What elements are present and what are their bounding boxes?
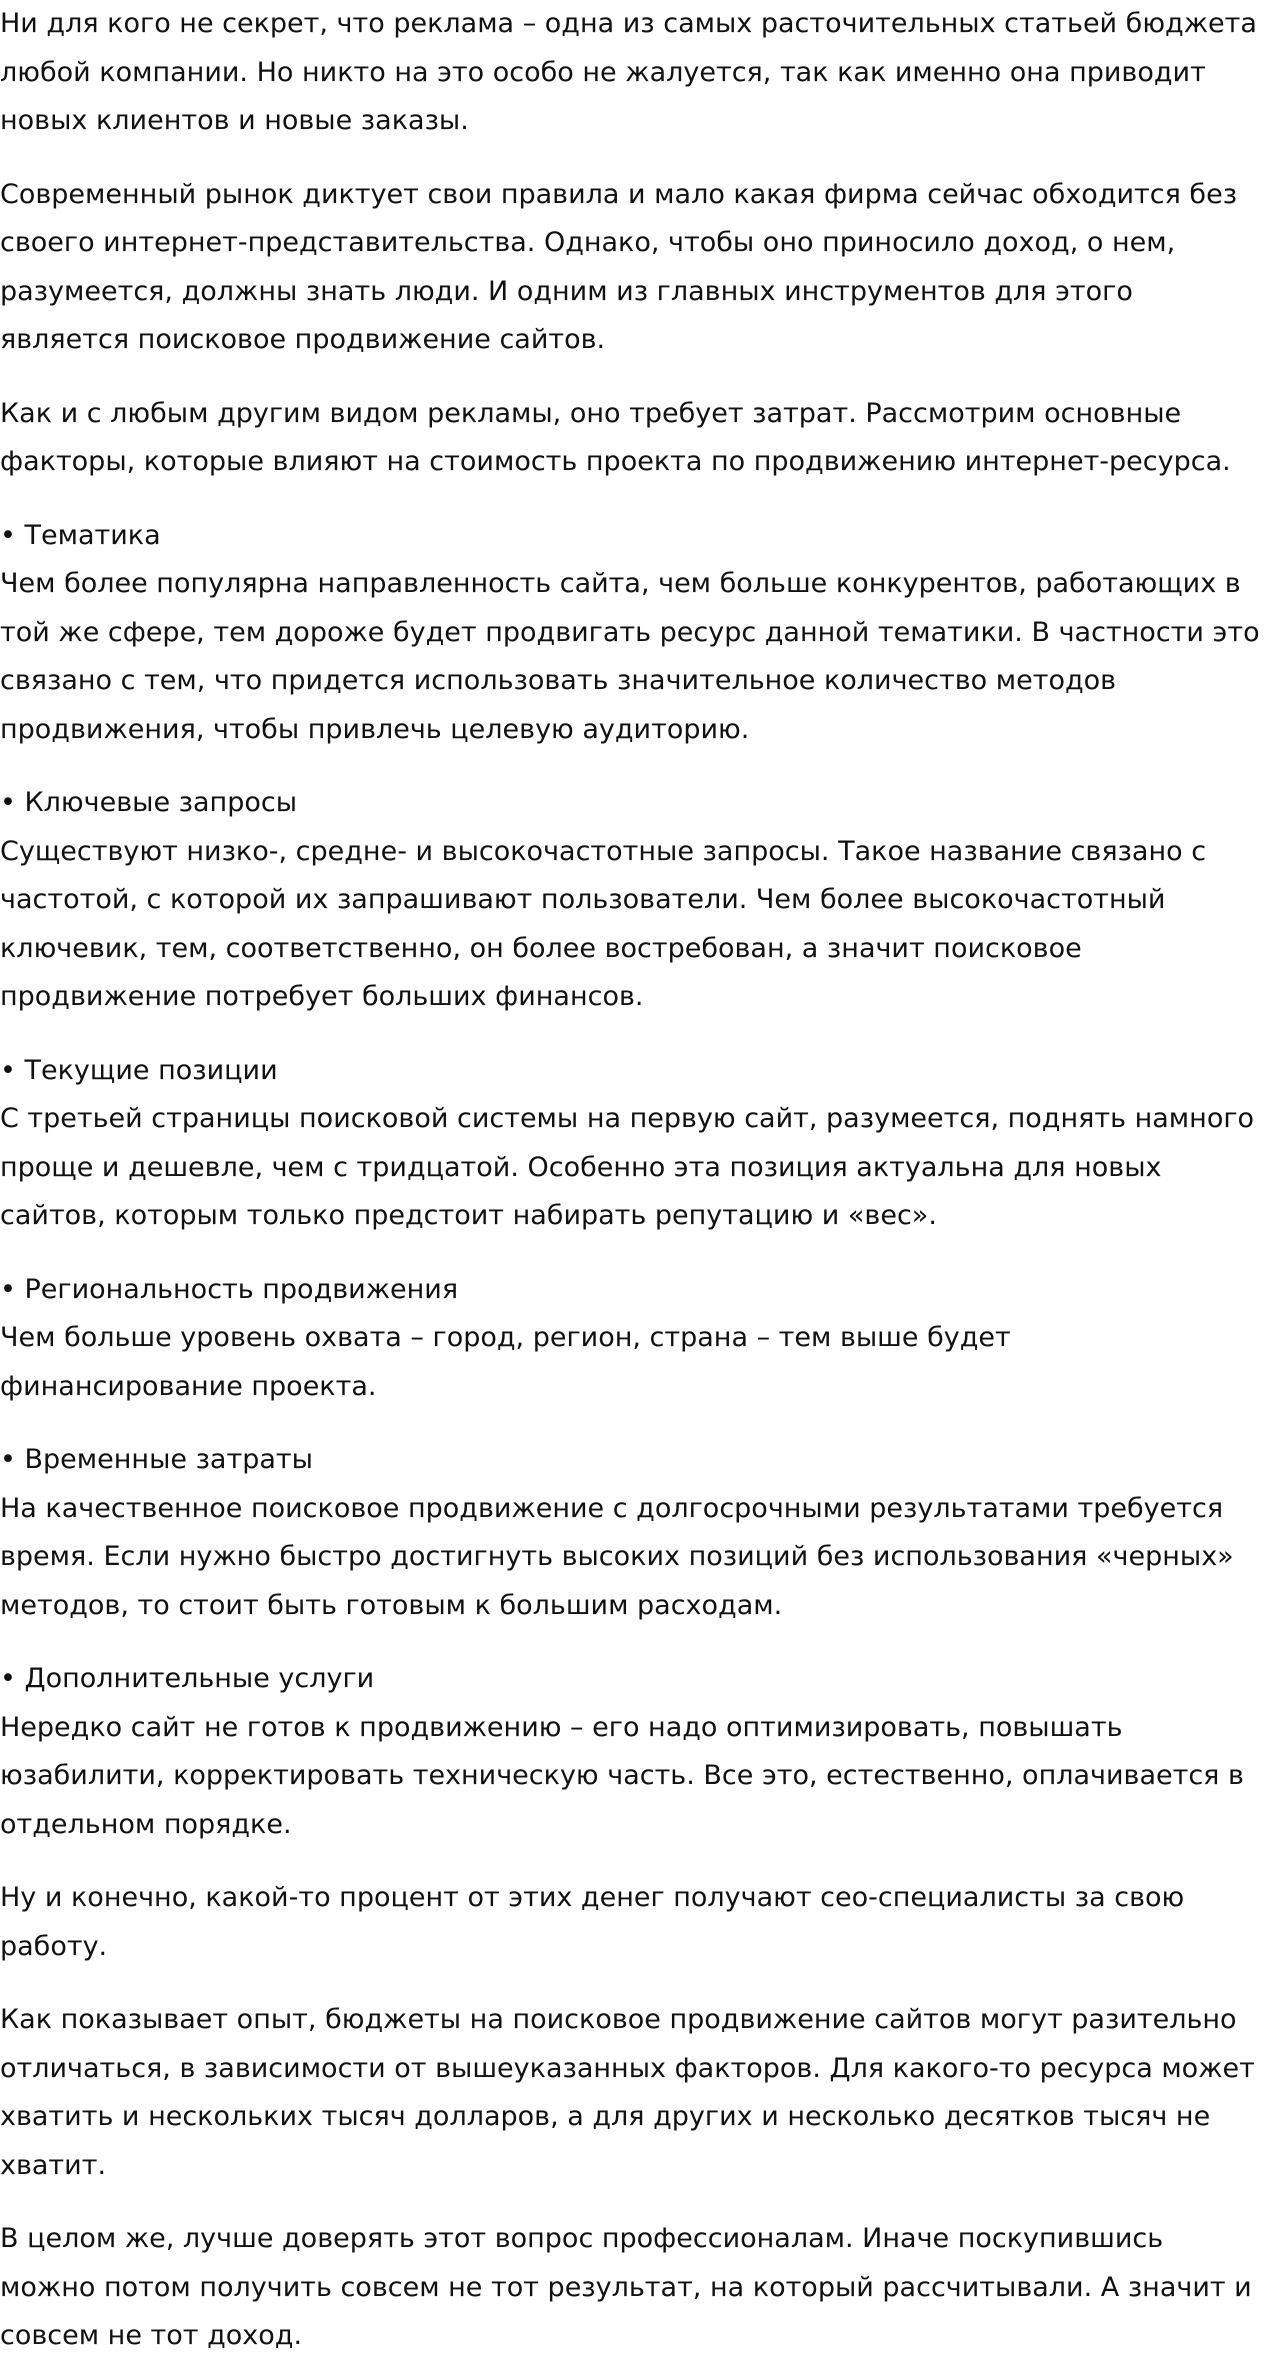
factor-heading: • Дополнительные услуги <box>0 1663 375 1694</box>
factor-text: Чем более популярна направленность сайта, чем больше конкурентов, работающих в той же сфере, тем дороже будет продвигать ресурс данной тематики. В частности это связано с тем, что придется использовать значительное количество методов продвижения, чтобы привлечь целевую аудиторию. <box>0 568 1260 745</box>
factor-heading: • Тематика <box>0 519 161 551</box>
paragraph-outro-2: Как показывает опыт, бюджеты на поисковое продвижение сайтов могут разительно отличаться, в зависимости от вышеуказанных факторов. Для какого-то ресурса может хватить и нескольких тысяч долларов, а для других и несколько десятков тысяч не хватит. <box>0 2004 1255 2181</box>
factor-heading: • Текущие позиции <box>0 1054 278 1086</box>
factor-heading: • Региональность продвижения <box>0 1273 459 1305</box>
factor-time <box>0 1436 1262 1630</box>
factor-heading: • Ключевые запросы <box>0 787 298 818</box>
paragraph-intro-3: Как и с любым другим видом рекламы, оно требует затрат. Рассмотрим основные факторы, которые влияют на стоимость проекта по продвижению интернет-ресурса. <box>0 397 1231 477</box>
factor-text: С третьей страницы поисковой системы на первую сайт, разумеется, поднять намного проще и дешевле, чем с тридцатой. Особенно эта позиция актуальна для новых сайтов, которым только предстоит набирать репутацию и «вес». <box>0 1103 1255 1231</box>
paragraph-intro-1: Ни для кого не секрет, что реклама – одна из самых расточительных статьей бюджета любой компании. Но никто на это особо не жалуется, так как именно она приводит новых клиентов и новые заказы. <box>0 8 1257 136</box>
factor-text: На качественное поисковое продвижение с долгосрочными результатами требуется время. Если нужно быстро достигнуть высоких позиций без использования «черных» методов, то стоит быть готовым к большим расходам. <box>0 1492 1234 1621</box>
paragraph-outro-1: Ну и конечно, какой-то процент от этих денег получают сео-специалисты за свою работу. <box>0 1882 1185 1962</box>
factor-positions <box>0 1047 1262 1241</box>
paragraph-outro-3: В целом же, лучше доверять этот вопрос профессионалам. Иначе поскупившись можно потом получить совсем не тот результат, на который рассчитывали. А значит и совсем не тот доход. <box>0 2223 1252 2351</box>
factor-topic <box>0 512 1262 755</box>
factor-text: Чем больше уровень охвата – город, регион, страна – тем выше будет финансирование проекта. <box>0 1322 1011 1402</box>
factor-text: Нередко сайт не готов к продвижению – его надо оптимизировать, повышать юзабилити, корректировать техническую часть. Все это, естественно, оплачивается в отдельном порядке. <box>0 1711 1244 1840</box>
factor-text: Существуют низко-, средне- и высокочастотные запросы. Такое название связано с частотой, с которой их запрашивают пользователи. Чем более высокочастотный ключевик, тем, соответственно, он более востребован, а значит поисковое продвижение потребует больших финансов. <box>0 835 1207 1012</box>
factor-region <box>0 1266 1262 1412</box>
paragraph-intro-2: Современный рынок диктует свои правила и мало какая фирма сейчас обходится без своего интернет-представительства. Однако, чтобы оно приносило доход, о нем, разумеется, должны знать люди. И одним из главных инструментов для этого является поисковое продвижение сайтов. <box>0 178 1238 355</box>
factor-heading: • Временные затраты <box>0 1444 313 1475</box>
factor-keywords <box>0 779 1262 1022</box>
factor-extra-services <box>0 1655 1262 1849</box>
